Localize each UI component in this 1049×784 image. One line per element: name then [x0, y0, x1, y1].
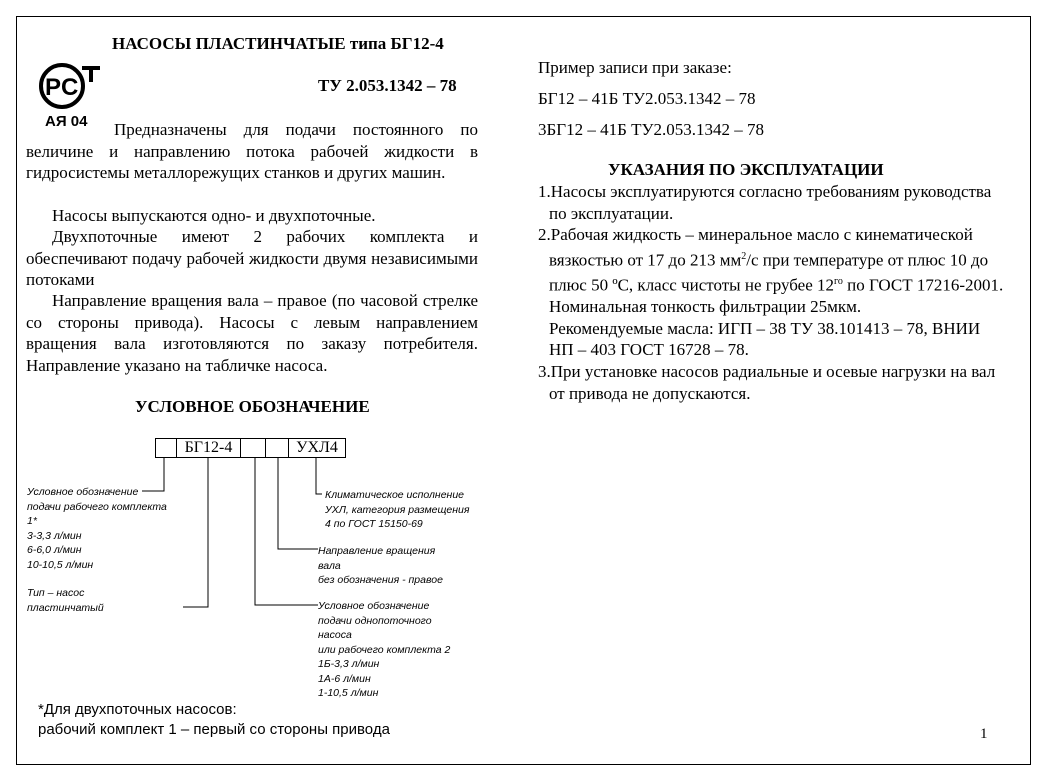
- paragraph-purpose: Предназначены для подачи постоянного по величине и направлению потока рабочей жидкости в гидросистемы металлорежущих станков и других машин.: [26, 120, 478, 182]
- label-rotation: Направление вращения вала без обозначения - правое: [318, 545, 443, 586]
- label-supply2: Условное обозначение подачи однопоточного насоса или рабочего комплекта 2 1Б-3,3 л/мин 1А-6 л/мин 1-10,5 л/мин: [318, 600, 451, 699]
- paragraph-rotation: Направление вращения вала – правое (по часовой стрелке со стороны привода). Насосы с левым направлением вращения вала изготовляются по заказу потребителя. Направление указано на табличке насоса.: [26, 291, 478, 375]
- svg-text:PC: PC: [45, 74, 79, 101]
- instructions-list: [538, 181, 1008, 404]
- footnote: *Для двухпоточных насосов: рабочий комплект 1 – первый со стороны привода: [38, 701, 390, 738]
- designation-heading: УСЛОВНОЕ ОБОЗНАЧЕНИЕ: [135, 397, 370, 416]
- label-climate: Климатическое исполнение УХЛ, категория размещения 4 по ГОСТ 15150-69: [325, 489, 470, 530]
- label-type: Тип – насос пластинчатый: [27, 587, 104, 614]
- code-box-climate: УХЛ4: [288, 438, 346, 458]
- tu-number: ТУ 2.053.1342 – 78: [318, 76, 457, 95]
- instruction-item-3: 3.При установке насосов радиальные и осевые нагрузки на вал от привода не допускаются.: [538, 362, 996, 403]
- order-example-heading: Пример записи при заказе:: [538, 58, 732, 77]
- paragraph-two-flow: Двухпоточные имеют 2 рабочих комплекта и обеспечивают подачу рабочей жидкости двумя независимыми потоками: [26, 227, 478, 289]
- instruction-item-1: 1.Насосы эксплуатируются согласно требованиям руководства по эксплуатации.: [538, 182, 992, 223]
- document-title: НАСОСЫ ПЛАСТИНЧАТЫЕ типа БГ12-4: [112, 34, 444, 53]
- code-box-model: БГ12-4: [176, 438, 241, 458]
- label-supply1: Условное обозначение подачи рабочего комплекта 1* 3-3,3 л/мин 6-6,0 л/мин 10-10,5 л/мин: [27, 486, 167, 571]
- instruction-item-2: 2.Рабочая жидкость – минеральное масло с кинематической вязкостью от 17 до 213 $мм^2/с$ при температуре от плюс 10 до плюс 50 ºС, класс чистоты не грубее $12^{го}$ по ГОСТ 17216-2001. Номинальная тонкость фильтрации 25мкм. Рекомендуемые масла: ИГП – 38 ТУ 38.101413 – 78, ВНИИ НП – 403 ГОСТ 16728 – 78.: [538, 225, 1004, 360]
- paragraph-types: Насосы выпускаются одно- и двухпоточные.: [52, 206, 376, 225]
- logo-code: АЯ 04: [45, 113, 88, 130]
- instructions-heading: УКАЗАНИЯ ПО ЭКСПЛУАТАЦИИ: [608, 160, 884, 179]
- page-number: 1: [980, 726, 988, 742]
- order-example-1: БГ12 – 41Б ТУ2.053.1342 – 78: [538, 89, 756, 108]
- order-example-2: 3БГ12 – 41Б ТУ2.053.1342 – 78: [538, 120, 765, 139]
